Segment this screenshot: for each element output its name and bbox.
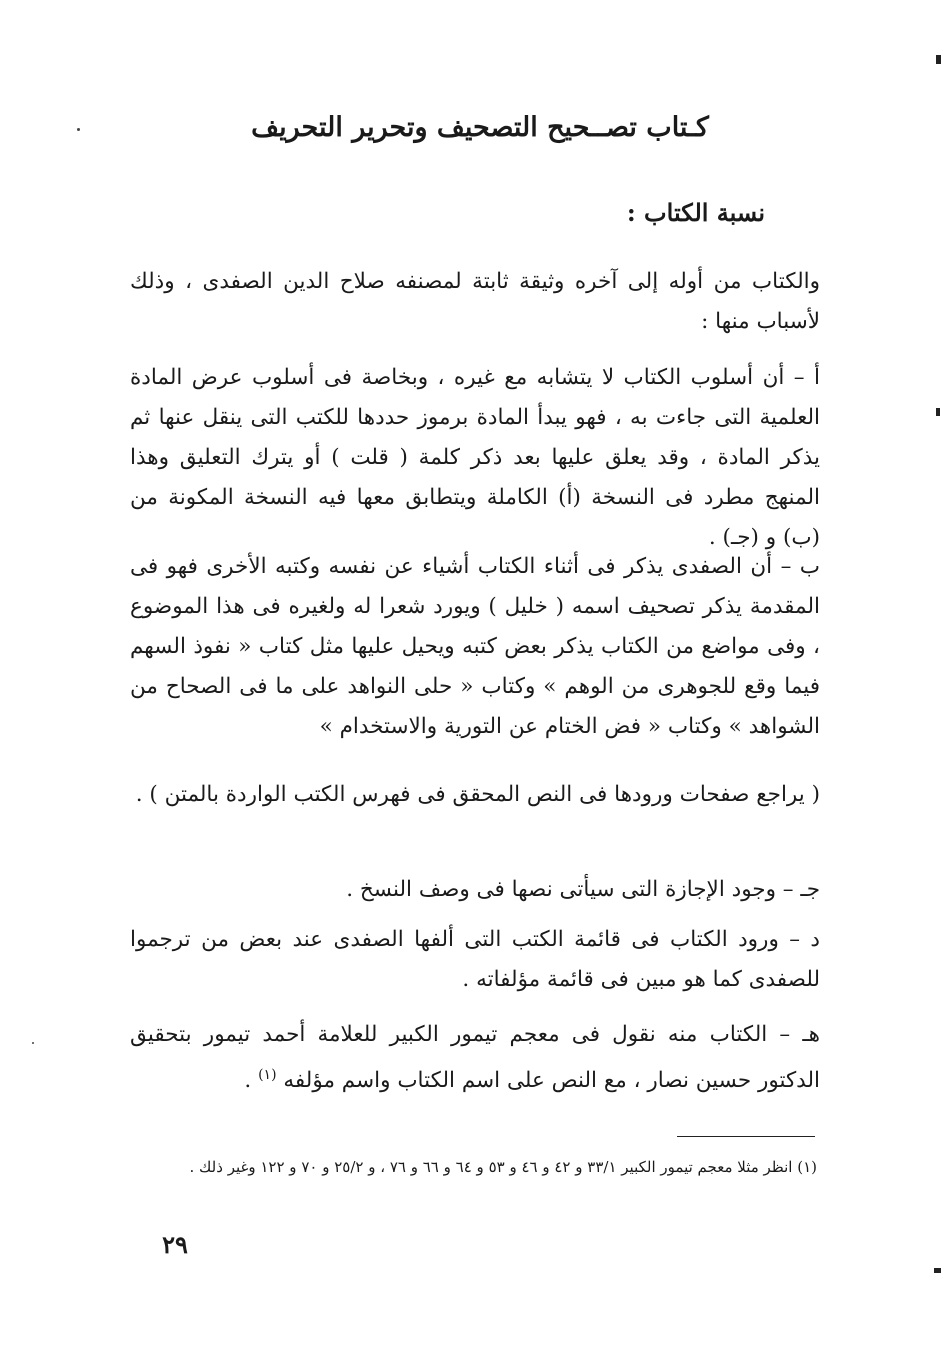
paragraph-intro: والكتاب من أوله إلى آخره وثيقة ثابتة لمصنفه صلاح الدين الصفدى ، وذلك لأسباب منها : [130, 269, 820, 334]
paragraph-point-a: أ – أن أسلوب الكتاب لا يتشابه مع غيره ، وبخاصة فى أسلوب عرض المادة العلمية التى جاءت به ، فهو يبدأ المادة برموز حددها للكتب التى ينقل عنها ثم يذكر المادة ، وقد يعلق عليها بعد ذكر كلمة ( قلت ) أو يترك التعليق وهذا المنهج مطرد فى النسخة (أ) الكاملة ويتطابق معها فيه النسخة المكونة من (ب) و (جـ) . [130, 365, 820, 550]
scan-speck [32, 1042, 34, 1044]
footnote-divider [677, 1136, 815, 1137]
paragraph-point-ha [130, 1015, 820, 1101]
paragraph-point-ha-text: هـ – الكتاب منه نقول فى معجم تيمور الكبير للعلامة أحمد تيمور بتحقيق الدكتور حسين نصار ، مع النص على اسم الكتاب واسم مؤلفه [130, 1022, 820, 1094]
scan-speck [77, 128, 80, 131]
footnote-marker: (١) [258, 1067, 277, 1083]
paragraph-point-jim: جـ – وجود الإجازة التى سيأتى نصها فى وصف النسخ . [346, 877, 820, 902]
footnote: (١) انظر مثلا معجم تيمور الكبير ٣٣/١ و ٤٢ و ٤٦ و ٥٣ و ٦٤ و ٦٦ و ٧٦ ، و ٢٥/٢ و ٧٠ و ١٢٢ وغير ذلك . [189, 1158, 817, 1176]
scan-margin-mark [936, 408, 940, 416]
paragraph-point-ha-end: . [244, 1068, 252, 1094]
scan-margin-mark [936, 55, 941, 64]
paragraph-point-b: ب – أن الصفدى يذكر فى أثناء الكتاب أشياء عن نفسه وكتبه الأخرى فهو فى المقدمة يذكر تصحيف اسمه ( خليل ) ويورد شعرا له ولغيره فى هذا الموضوع ، وفى مواضع من الكتاب يذكر بعض كتبه ويحيل عليها مثل كتاب « نفوذ السهم فيما وقع للجوهرى من الوهم » وكتاب « حلى النواهد على ما فى الصحاح من الشواهد » وكتاب « فض الختام عن التورية والاستخدام » [130, 554, 820, 739]
scan-margin-mark [934, 1268, 941, 1273]
page-title: كـتاب تصــحيح التصحيف وتحرير التحريف [251, 112, 709, 143]
paragraph-point-dal: د – ورود الكتاب فى قائمة الكتب التى ألفها الصفدى عند بعض من ترجموا للصفدى كما هو مبين فى قائمة مؤلفاته . [130, 927, 820, 992]
paragraph-reference-note: ( يراجع صفحات ورودها فى النص المحقق فى فهرس الكتب الواردة بالمتن ) . [135, 782, 820, 807]
page-number: ٢٩ [162, 1230, 188, 1259]
section-heading: نسبة الكتاب : [626, 198, 765, 227]
